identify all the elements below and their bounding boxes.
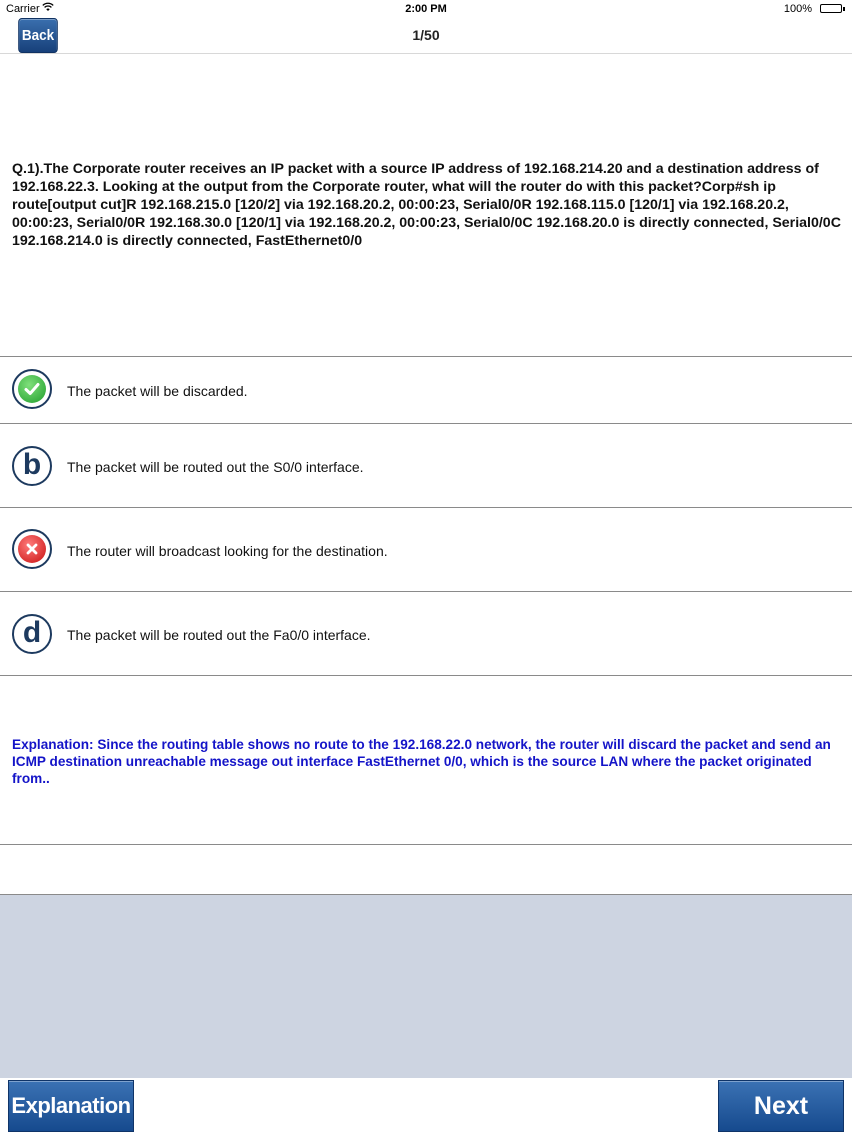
battery-percentage: 100% bbox=[783, 3, 812, 15]
answer-option-b[interactable] bbox=[0, 424, 852, 507]
status-bar bbox=[0, 0, 852, 18]
explanation-button[interactable]: Explanation bbox=[8, 1080, 134, 1132]
nav-bar bbox=[0, 18, 852, 54]
divider bbox=[0, 844, 852, 845]
letter-b-icon: b bbox=[12, 446, 52, 486]
answer-option-c[interactable] bbox=[0, 508, 852, 591]
answer-option-a[interactable] bbox=[0, 357, 852, 423]
answer-option-d[interactable] bbox=[0, 592, 852, 675]
answer-option-label: The packet will be routed out the Fa0/0 interface. bbox=[67, 627, 371, 643]
answer-option-label: The router will broadcast looking for the destination. bbox=[67, 543, 388, 559]
answer-option-label: The packet will be routed out the S0/0 interface. bbox=[67, 459, 364, 475]
answer-option-label: The packet will be discarded. bbox=[67, 383, 248, 399]
battery-icon bbox=[820, 4, 842, 13]
explanation-text: Explanation: Since the routing table shows no route to the 192.168.22.0 network, the router will discard the packet and send an ICMP destination unreachable message out interface FastEthernet 0/0, which is the source LAN where the packet originated from.. bbox=[12, 737, 831, 787]
question-counter: 1/50 bbox=[412, 27, 440, 43]
cross-icon bbox=[12, 529, 52, 569]
status-time: 2:00 PM bbox=[405, 3, 447, 15]
letter-d-icon: d bbox=[12, 614, 52, 654]
footer-area bbox=[0, 894, 852, 1079]
next-button[interactable]: Next bbox=[718, 1080, 844, 1132]
question-text: Q.1).The Corporate router receives an IP packet with a source IP address of 192.168.214.20 and a destination address of 192.168.22.3. Looking at the output from the Corporate router, what will the router do with this packet?Corp#sh ip route[output cut]R 192.168.215.0 [120/2] via 192.168.20.2, 00:00:23, Serial0/0R 192.168.115.0 [120/1] via 192.168.20.2, 00:00:23, Serial0/0R 192.168.30.0 [120/1] via 192.168.20.2, 00:00:23, Serial0/0C 192.168.20.0 is directly connected, Serial0/0C 192.168.214.0 is directly connected, FastEthernet0/0 bbox=[12, 161, 841, 249]
bottom-toolbar bbox=[0, 1078, 852, 1136]
carrier-label: Carrier bbox=[6, 3, 40, 15]
check-icon bbox=[12, 369, 52, 409]
divider bbox=[0, 675, 852, 676]
back-button[interactable]: Back bbox=[18, 18, 58, 53]
